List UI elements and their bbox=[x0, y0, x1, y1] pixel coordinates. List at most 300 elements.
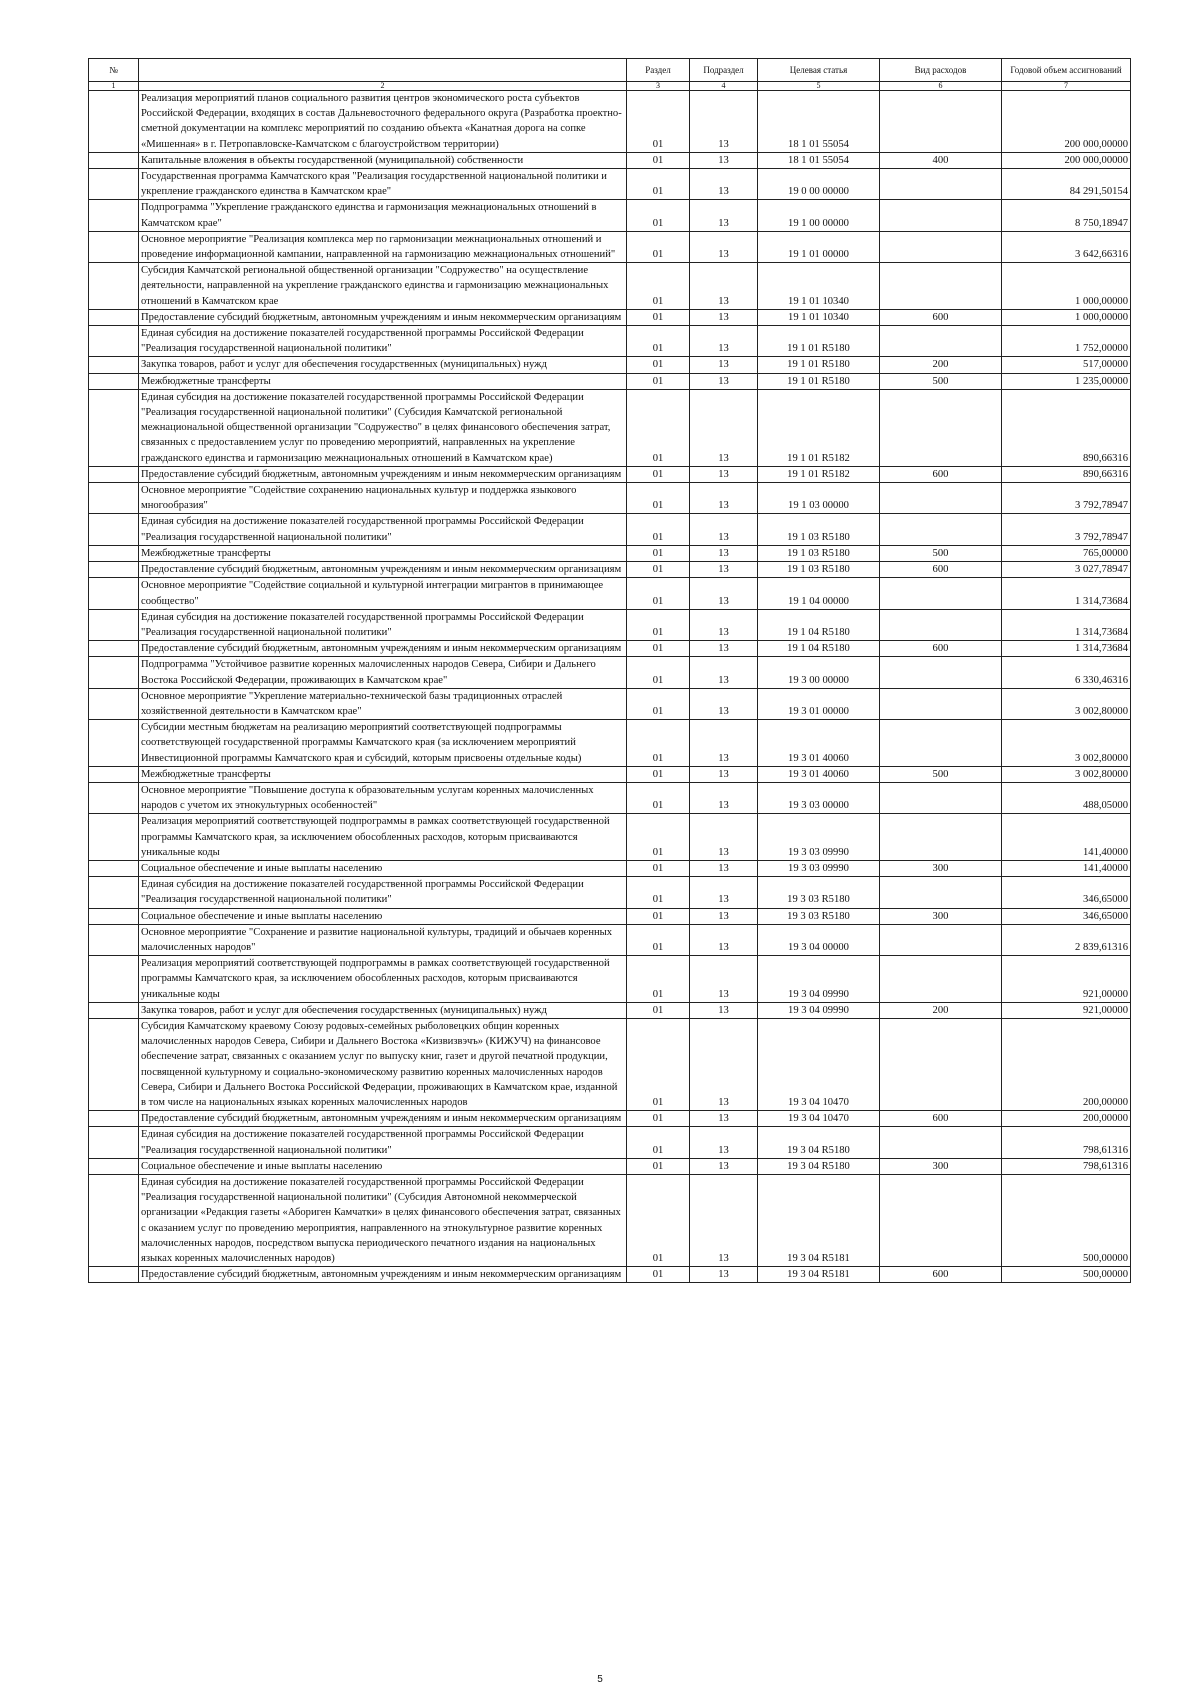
header-name bbox=[139, 59, 627, 82]
row-subsection-cell: 13 bbox=[690, 1111, 758, 1127]
row-subsection-cell: 13 bbox=[690, 609, 758, 640]
row-expense-type-cell: 300 bbox=[880, 860, 1002, 876]
row-target-article-cell: 19 3 04 00000 bbox=[758, 924, 880, 955]
row-target-article-cell: 19 3 04 10470 bbox=[758, 1018, 880, 1110]
row-section-cell: 01 bbox=[627, 1127, 690, 1158]
row-expense-type-cell bbox=[880, 91, 1002, 153]
table-row bbox=[89, 956, 1131, 1003]
row-subsection-cell: 13 bbox=[690, 466, 758, 482]
row-amount-cell: 765,00000 bbox=[1002, 545, 1131, 561]
row-target-article-cell: 19 1 00 00000 bbox=[758, 200, 880, 231]
table-row bbox=[89, 908, 1131, 924]
table-row bbox=[89, 263, 1131, 310]
table-header-row bbox=[89, 59, 1131, 82]
row-expense-type-cell bbox=[880, 389, 1002, 466]
row-name-cell: Социальное обеспечение и иные выплаты населению bbox=[139, 908, 627, 924]
table-row bbox=[89, 860, 1131, 876]
row-target-article-cell: 19 3 03 R5180 bbox=[758, 877, 880, 908]
row-amount-cell: 3 792,78947 bbox=[1002, 483, 1131, 514]
row-target-article-cell: 19 3 01 00000 bbox=[758, 688, 880, 719]
row-name-cell: Социальное обеспечение и иные выплаты населению bbox=[139, 1158, 627, 1174]
row-target-article-cell: 19 3 04 R5181 bbox=[758, 1267, 880, 1283]
row-subsection-cell: 13 bbox=[690, 357, 758, 373]
row-target-article-cell: 19 3 01 40060 bbox=[758, 720, 880, 767]
row-amount-cell: 3 642,66316 bbox=[1002, 231, 1131, 262]
row-expense-type-cell bbox=[880, 326, 1002, 357]
row-name-cell: Основное мероприятие "Содействие сохранению национальных культур и поддержка языкового многообразия" bbox=[139, 483, 627, 514]
row-number-cell bbox=[89, 1127, 139, 1158]
row-number-cell bbox=[89, 373, 139, 389]
row-section-cell: 01 bbox=[627, 877, 690, 908]
row-amount-cell: 500,00000 bbox=[1002, 1267, 1131, 1283]
row-amount-cell: 346,65000 bbox=[1002, 908, 1131, 924]
row-subsection-cell: 13 bbox=[690, 782, 758, 813]
row-name-cell: Единая субсидия на достижение показателей государственной программы Российской Федерации "Реализация государственной национальной политики" (Субсидия Автономной некоммерческой организации «Редакция газеты «Абориген Камчатки» в целях финансового обеспечения затрат, связанных с оказанием услуг по проведению мероприятия, направленного на этнокультурное развитие коренных малочисленных народов, посредством выпуска периодического печатного издания на национальных языках коренных малочисленных народов) bbox=[139, 1175, 627, 1267]
row-expense-type-cell: 600 bbox=[880, 1267, 1002, 1283]
row-name-cell: Единая субсидия на достижение показателей государственной программы Российской Федерации "Реализация государственной национальной политики" bbox=[139, 877, 627, 908]
row-amount-cell: 200 000,00000 bbox=[1002, 152, 1131, 168]
row-number-cell bbox=[89, 609, 139, 640]
row-name-cell: Единая субсидия на достижение показателей государственной программы Российской Федерации "Реализация государственной национальной политики" (Субсидия Камчатской региональной межнациональной общественной организации "Содружество" в целях финансового обеспечения затрат, связанных с предоставлением услуг по проведению мероприятий, направленных на укрепление гражданского единства и гармонизацию межнациональных отношений в Камчатском крае) bbox=[139, 389, 627, 466]
row-name-cell: Реализация мероприятий планов социального развития центров экономического роста субъектов Российской Федерации, входящих в состав Дальневосточного федерального округа (Разработка проектно-сметной документации на комплекс мероприятий по созданию объекта «Канатная дорога на сопке «Мишенная» в г. Петропавловске-Камчатском с благоустройством территории) bbox=[139, 91, 627, 153]
row-number-cell bbox=[89, 688, 139, 719]
row-expense-type-cell: 500 bbox=[880, 766, 1002, 782]
row-target-article-cell: 19 1 01 00000 bbox=[758, 231, 880, 262]
row-amount-cell: 3 002,80000 bbox=[1002, 688, 1131, 719]
row-target-article-cell: 19 1 03 R5180 bbox=[758, 514, 880, 545]
row-number-cell bbox=[89, 91, 139, 153]
row-section-cell: 01 bbox=[627, 514, 690, 545]
row-section-cell: 01 bbox=[627, 200, 690, 231]
row-name-cell: Основное мероприятие "Реализация комплекса мер по гармонизации межнациональных отношений и проведение информационной кампании, направленной на гармонизацию межнациональных отношений" bbox=[139, 231, 627, 262]
row-name-cell: Капитальные вложения в объекты государственной (муниципальной) собственности bbox=[139, 152, 627, 168]
table-row bbox=[89, 357, 1131, 373]
table-row bbox=[89, 877, 1131, 908]
row-target-article-cell: 19 1 03 R5180 bbox=[758, 562, 880, 578]
table-row bbox=[89, 483, 1131, 514]
table-row bbox=[89, 169, 1131, 200]
row-target-article-cell: 19 3 04 R5180 bbox=[758, 1127, 880, 1158]
row-subsection-cell: 13 bbox=[690, 1018, 758, 1110]
row-subsection-cell: 13 bbox=[690, 1158, 758, 1174]
row-number-cell bbox=[89, 766, 139, 782]
row-name-cell: Межбюджетные трансферты bbox=[139, 545, 627, 561]
row-name-cell: Единая субсидия на достижение показателей государственной программы Российской Федерации "Реализация государственной национальной политики" bbox=[139, 514, 627, 545]
row-subsection-cell: 13 bbox=[690, 657, 758, 688]
row-number-cell bbox=[89, 782, 139, 813]
column-number: 5 bbox=[758, 82, 880, 91]
row-section-cell: 01 bbox=[627, 263, 690, 310]
row-subsection-cell: 13 bbox=[690, 373, 758, 389]
column-number: 4 bbox=[690, 82, 758, 91]
row-name-cell: Предоставление субсидий бюджетным, автономным учреждениям и иным некоммерческим организациям bbox=[139, 562, 627, 578]
row-amount-cell: 517,00000 bbox=[1002, 357, 1131, 373]
row-subsection-cell: 13 bbox=[690, 720, 758, 767]
row-subsection-cell: 13 bbox=[690, 1127, 758, 1158]
row-name-cell: Единая субсидия на достижение показателей государственной программы Российской Федерации "Реализация государственной национальной политики" bbox=[139, 1127, 627, 1158]
row-target-article-cell: 19 3 01 40060 bbox=[758, 766, 880, 782]
table-row bbox=[89, 466, 1131, 482]
row-number-cell bbox=[89, 956, 139, 1003]
row-number-cell bbox=[89, 1111, 139, 1127]
row-number-cell bbox=[89, 483, 139, 514]
row-expense-type-cell bbox=[880, 609, 1002, 640]
row-target-article-cell: 19 3 04 R5180 bbox=[758, 1158, 880, 1174]
row-subsection-cell: 13 bbox=[690, 908, 758, 924]
row-amount-cell: 141,40000 bbox=[1002, 860, 1131, 876]
row-number-cell bbox=[89, 169, 139, 200]
row-name-cell: Межбюджетные трансферты bbox=[139, 373, 627, 389]
row-name-cell: Основное мероприятие "Повышение доступа к образовательным услугам коренных малочисленных народов с учетом их этнокультурных особенностей" bbox=[139, 782, 627, 813]
row-number-cell bbox=[89, 641, 139, 657]
row-target-article-cell: 19 1 01 R5180 bbox=[758, 373, 880, 389]
row-number-cell bbox=[89, 578, 139, 609]
row-subsection-cell: 13 bbox=[690, 389, 758, 466]
row-number-cell bbox=[89, 231, 139, 262]
row-target-article-cell: 19 3 04 09990 bbox=[758, 1002, 880, 1018]
row-section-cell: 01 bbox=[627, 956, 690, 1003]
row-section-cell: 01 bbox=[627, 860, 690, 876]
row-name-cell: Предоставление субсидий бюджетным, автономным учреждениям и иным некоммерческим организациям bbox=[139, 641, 627, 657]
table-row bbox=[89, 688, 1131, 719]
table-row bbox=[89, 231, 1131, 262]
row-subsection-cell: 13 bbox=[690, 562, 758, 578]
row-section-cell: 01 bbox=[627, 814, 690, 861]
row-number-cell bbox=[89, 200, 139, 231]
row-name-cell: Государственная программа Камчатского края "Реализация государственной национальной политики и укрепление гражданского единства в Камчатском крае" bbox=[139, 169, 627, 200]
table-row bbox=[89, 545, 1131, 561]
row-section-cell: 01 bbox=[627, 231, 690, 262]
row-target-article-cell: 18 1 01 55054 bbox=[758, 91, 880, 153]
row-subsection-cell: 13 bbox=[690, 545, 758, 561]
row-target-article-cell: 19 3 03 R5180 bbox=[758, 908, 880, 924]
row-amount-cell: 3 002,80000 bbox=[1002, 720, 1131, 767]
row-expense-type-cell bbox=[880, 1127, 1002, 1158]
row-section-cell: 01 bbox=[627, 326, 690, 357]
row-amount-cell: 200 000,00000 bbox=[1002, 91, 1131, 153]
row-section-cell: 01 bbox=[627, 545, 690, 561]
row-section-cell: 01 bbox=[627, 466, 690, 482]
row-number-cell bbox=[89, 562, 139, 578]
row-subsection-cell: 13 bbox=[690, 641, 758, 657]
table-row bbox=[89, 641, 1131, 657]
document-page bbox=[88, 58, 1130, 1283]
row-expense-type-cell: 600 bbox=[880, 641, 1002, 657]
row-target-article-cell: 19 1 01 R5180 bbox=[758, 357, 880, 373]
row-name-cell: Предоставление субсидий бюджетным, автономным учреждениям и иным некоммерческим организациям bbox=[139, 466, 627, 482]
row-section-cell: 01 bbox=[627, 924, 690, 955]
row-expense-type-cell: 400 bbox=[880, 152, 1002, 168]
row-amount-cell: 1 314,73684 bbox=[1002, 609, 1131, 640]
row-expense-type-cell: 200 bbox=[880, 357, 1002, 373]
row-amount-cell: 921,00000 bbox=[1002, 1002, 1131, 1018]
row-section-cell: 01 bbox=[627, 609, 690, 640]
row-amount-cell: 6 330,46316 bbox=[1002, 657, 1131, 688]
row-number-cell bbox=[89, 1175, 139, 1267]
row-amount-cell: 1 314,73684 bbox=[1002, 578, 1131, 609]
row-section-cell: 01 bbox=[627, 1111, 690, 1127]
row-target-article-cell: 19 3 03 00000 bbox=[758, 782, 880, 813]
row-amount-cell: 8 750,18947 bbox=[1002, 200, 1131, 231]
row-target-article-cell: 19 1 01 R5180 bbox=[758, 326, 880, 357]
row-name-cell: Реализация мероприятий соответствующей подпрограммы в рамках соответствующей государственной программы Камчатского края, за исключением обособленных расходов, которым присваиваются уникальные коды bbox=[139, 814, 627, 861]
table-row bbox=[89, 1267, 1131, 1283]
row-expense-type-cell bbox=[880, 877, 1002, 908]
table-row bbox=[89, 1175, 1131, 1267]
row-name-cell: Единая субсидия на достижение показателей государственной программы Российской Федерации "Реализация государственной национальной политики" bbox=[139, 326, 627, 357]
row-amount-cell: 921,00000 bbox=[1002, 956, 1131, 1003]
column-number: 3 bbox=[627, 82, 690, 91]
table-row bbox=[89, 309, 1131, 325]
row-target-article-cell: 19 3 04 09990 bbox=[758, 956, 880, 1003]
table-row bbox=[89, 1002, 1131, 1018]
row-section-cell: 01 bbox=[627, 782, 690, 813]
row-name-cell: Предоставление субсидий бюджетным, автономным учреждениям и иным некоммерческим организациям bbox=[139, 1267, 627, 1283]
row-name-cell: Закупка товаров, работ и услуг для обеспечения государственных (муниципальных) нужд bbox=[139, 357, 627, 373]
column-number-row bbox=[89, 82, 1131, 91]
row-subsection-cell: 13 bbox=[690, 578, 758, 609]
row-subsection-cell: 13 bbox=[690, 91, 758, 153]
row-name-cell: Основное мероприятие "Укрепление материально-технической базы традиционных отраслей хозяйственной деятельности в Камчатском крае" bbox=[139, 688, 627, 719]
column-number: 2 bbox=[139, 82, 627, 91]
row-expense-type-cell bbox=[880, 231, 1002, 262]
row-expense-type-cell: 300 bbox=[880, 1158, 1002, 1174]
page-number: 5 bbox=[597, 1674, 603, 1685]
row-name-cell: Подпрограмма "Укрепление гражданского единства и гармонизация межнациональных отношений в Камчатском крае" bbox=[139, 200, 627, 231]
row-subsection-cell: 13 bbox=[690, 1267, 758, 1283]
row-target-article-cell: 19 3 00 00000 bbox=[758, 657, 880, 688]
row-amount-cell: 3 792,78947 bbox=[1002, 514, 1131, 545]
row-target-article-cell: 19 1 04 00000 bbox=[758, 578, 880, 609]
row-expense-type-cell bbox=[880, 814, 1002, 861]
row-target-article-cell: 19 1 03 R5180 bbox=[758, 545, 880, 561]
row-amount-cell: 3 027,78947 bbox=[1002, 562, 1131, 578]
row-section-cell: 01 bbox=[627, 309, 690, 325]
row-subsection-cell: 13 bbox=[690, 152, 758, 168]
row-expense-type-cell: 600 bbox=[880, 562, 1002, 578]
row-target-article-cell: 19 1 01 R5182 bbox=[758, 389, 880, 466]
row-target-article-cell: 19 3 03 09990 bbox=[758, 860, 880, 876]
table-row bbox=[89, 562, 1131, 578]
row-number-cell bbox=[89, 1002, 139, 1018]
row-subsection-cell: 13 bbox=[690, 231, 758, 262]
row-section-cell: 01 bbox=[627, 562, 690, 578]
table-row bbox=[89, 766, 1131, 782]
row-expense-type-cell: 500 bbox=[880, 373, 1002, 389]
table-row bbox=[89, 326, 1131, 357]
row-section-cell: 01 bbox=[627, 1018, 690, 1110]
row-number-cell bbox=[89, 877, 139, 908]
row-expense-type-cell: 500 bbox=[880, 545, 1002, 561]
row-number-cell bbox=[89, 908, 139, 924]
row-target-article-cell: 19 1 01 10340 bbox=[758, 263, 880, 310]
table-row bbox=[89, 200, 1131, 231]
row-expense-type-cell: 600 bbox=[880, 1111, 1002, 1127]
row-amount-cell: 890,66316 bbox=[1002, 389, 1131, 466]
table-row bbox=[89, 720, 1131, 767]
row-number-cell bbox=[89, 357, 139, 373]
row-amount-cell: 141,40000 bbox=[1002, 814, 1131, 861]
header-annual-amount: Годовой объем ассигнований bbox=[1002, 59, 1131, 82]
row-expense-type-cell: 600 bbox=[880, 309, 1002, 325]
row-subsection-cell: 13 bbox=[690, 924, 758, 955]
table-row bbox=[89, 657, 1131, 688]
table-row bbox=[89, 924, 1131, 955]
row-number-cell bbox=[89, 924, 139, 955]
row-section-cell: 01 bbox=[627, 483, 690, 514]
row-target-article-cell: 19 1 03 00000 bbox=[758, 483, 880, 514]
row-name-cell: Субсидии местным бюджетам на реализацию мероприятий соответствующей подпрограммы соответствующей государственной программы Камчатского края (за исключением мероприятий Инвестиционной программы Камчатского края и субсидий, которым присвоены отдельные коды) bbox=[139, 720, 627, 767]
header-subsection: Подраздел bbox=[690, 59, 758, 82]
row-section-cell: 01 bbox=[627, 766, 690, 782]
row-expense-type-cell bbox=[880, 924, 1002, 955]
row-subsection-cell: 13 bbox=[690, 956, 758, 1003]
row-amount-cell: 1 314,73684 bbox=[1002, 641, 1131, 657]
row-number-cell bbox=[89, 545, 139, 561]
row-section-cell: 01 bbox=[627, 357, 690, 373]
table-row bbox=[89, 514, 1131, 545]
row-amount-cell: 1 000,00000 bbox=[1002, 263, 1131, 310]
row-section-cell: 01 bbox=[627, 91, 690, 153]
row-subsection-cell: 13 bbox=[690, 514, 758, 545]
row-amount-cell: 200,00000 bbox=[1002, 1111, 1131, 1127]
row-expense-type-cell bbox=[880, 1175, 1002, 1267]
row-amount-cell: 1 235,00000 bbox=[1002, 373, 1131, 389]
table-row bbox=[89, 814, 1131, 861]
table-row bbox=[89, 373, 1131, 389]
row-expense-type-cell bbox=[880, 578, 1002, 609]
row-expense-type-cell: 200 bbox=[880, 1002, 1002, 1018]
row-section-cell: 01 bbox=[627, 1267, 690, 1283]
row-amount-cell: 3 002,80000 bbox=[1002, 766, 1131, 782]
row-section-cell: 01 bbox=[627, 657, 690, 688]
row-amount-cell: 84 291,50154 bbox=[1002, 169, 1131, 200]
row-amount-cell: 500,00000 bbox=[1002, 1175, 1131, 1267]
table-row bbox=[89, 1127, 1131, 1158]
row-section-cell: 01 bbox=[627, 720, 690, 767]
row-amount-cell: 890,66316 bbox=[1002, 466, 1131, 482]
row-expense-type-cell bbox=[880, 1018, 1002, 1110]
table-row bbox=[89, 389, 1131, 466]
row-expense-type-cell bbox=[880, 720, 1002, 767]
header-section: Раздел bbox=[627, 59, 690, 82]
row-target-article-cell: 18 1 01 55054 bbox=[758, 152, 880, 168]
row-target-article-cell: 19 0 00 00000 bbox=[758, 169, 880, 200]
table-row bbox=[89, 152, 1131, 168]
table-row bbox=[89, 1158, 1131, 1174]
row-subsection-cell: 13 bbox=[690, 263, 758, 310]
column-number: 7 bbox=[1002, 82, 1131, 91]
row-amount-cell: 1 000,00000 bbox=[1002, 309, 1131, 325]
row-subsection-cell: 13 bbox=[690, 766, 758, 782]
row-subsection-cell: 13 bbox=[690, 309, 758, 325]
table-row bbox=[89, 1018, 1131, 1110]
row-target-article-cell: 19 3 04 R5181 bbox=[758, 1175, 880, 1267]
row-amount-cell: 488,05000 bbox=[1002, 782, 1131, 813]
row-target-article-cell: 19 1 01 R5182 bbox=[758, 466, 880, 482]
row-target-article-cell: 19 1 01 10340 bbox=[758, 309, 880, 325]
row-name-cell: Межбюджетные трансферты bbox=[139, 766, 627, 782]
column-number: 6 bbox=[880, 82, 1002, 91]
row-expense-type-cell: 300 bbox=[880, 908, 1002, 924]
row-number-cell bbox=[89, 326, 139, 357]
row-name-cell: Субсидия Камчатской региональной общественной организации "Содружество" на осуществление деятельности, направленной на укрепление гражданского единства и гармонизацию межнациональных отношений в Камчатском крае bbox=[139, 263, 627, 310]
header-number: № bbox=[89, 59, 139, 82]
table-row bbox=[89, 782, 1131, 813]
row-section-cell: 01 bbox=[627, 1175, 690, 1267]
table-row bbox=[89, 91, 1131, 153]
header-target-article: Целевая статья bbox=[758, 59, 880, 82]
row-number-cell bbox=[89, 152, 139, 168]
row-subsection-cell: 13 bbox=[690, 200, 758, 231]
row-section-cell: 01 bbox=[627, 578, 690, 609]
row-number-cell bbox=[89, 1158, 139, 1174]
table-row bbox=[89, 578, 1131, 609]
row-number-cell bbox=[89, 860, 139, 876]
row-section-cell: 01 bbox=[627, 152, 690, 168]
row-name-cell: Реализация мероприятий соответствующей подпрограммы в рамках соответствующей государственной программы Камчатского края, за исключением обособленных расходов, которым присваиваются уникальные коды bbox=[139, 956, 627, 1003]
row-number-cell bbox=[89, 814, 139, 861]
row-name-cell: Предоставление субсидий бюджетным, автономным учреждениям и иным некоммерческим организациям bbox=[139, 1111, 627, 1127]
row-subsection-cell: 13 bbox=[690, 326, 758, 357]
row-section-cell: 01 bbox=[627, 641, 690, 657]
row-expense-type-cell bbox=[880, 782, 1002, 813]
row-section-cell: 01 bbox=[627, 1158, 690, 1174]
row-section-cell: 01 bbox=[627, 1002, 690, 1018]
row-subsection-cell: 13 bbox=[690, 814, 758, 861]
row-subsection-cell: 13 bbox=[690, 169, 758, 200]
row-amount-cell: 798,61316 bbox=[1002, 1127, 1131, 1158]
row-name-cell: Основное мероприятие "Сохранение и развитие национальной культуры, традиций и обычаев коренных малочисленных народов" bbox=[139, 924, 627, 955]
row-expense-type-cell bbox=[880, 200, 1002, 231]
row-number-cell bbox=[89, 1267, 139, 1283]
row-number-cell bbox=[89, 720, 139, 767]
row-section-cell: 01 bbox=[627, 688, 690, 719]
row-expense-type-cell bbox=[880, 657, 1002, 688]
row-subsection-cell: 13 bbox=[690, 1002, 758, 1018]
row-section-cell: 01 bbox=[627, 389, 690, 466]
row-expense-type-cell bbox=[880, 956, 1002, 1003]
row-subsection-cell: 13 bbox=[690, 1175, 758, 1267]
column-number: 1 bbox=[89, 82, 139, 91]
row-expense-type-cell bbox=[880, 263, 1002, 310]
row-expense-type-cell bbox=[880, 483, 1002, 514]
row-target-article-cell: 19 3 04 10470 bbox=[758, 1111, 880, 1127]
row-name-cell: Основное мероприятие "Содействие социальной и культурной интеграции мигрантов в принимающее сообщество" bbox=[139, 578, 627, 609]
row-section-cell: 01 bbox=[627, 908, 690, 924]
row-subsection-cell: 13 bbox=[690, 860, 758, 876]
row-target-article-cell: 19 1 04 R5180 bbox=[758, 641, 880, 657]
row-number-cell bbox=[89, 389, 139, 466]
row-number-cell bbox=[89, 1018, 139, 1110]
row-name-cell: Подпрограмма "Устойчивое развитие коренных малочисленных народов Севера, Сибири и Дальнего Востока Российской Федерации, проживающих в Камчатском крае" bbox=[139, 657, 627, 688]
row-name-cell: Единая субсидия на достижение показателей государственной программы Российской Федерации "Реализация государственной национальной политики" bbox=[139, 609, 627, 640]
row-name-cell: Социальное обеспечение и иные выплаты населению bbox=[139, 860, 627, 876]
row-target-article-cell: 19 3 03 09990 bbox=[758, 814, 880, 861]
row-name-cell: Предоставление субсидий бюджетным, автономным учреждениям и иным некоммерческим организациям bbox=[139, 309, 627, 325]
budget-table bbox=[88, 58, 1131, 1283]
row-subsection-cell: 13 bbox=[690, 688, 758, 719]
row-expense-type-cell bbox=[880, 688, 1002, 719]
row-amount-cell: 1 752,00000 bbox=[1002, 326, 1131, 357]
row-number-cell bbox=[89, 466, 139, 482]
row-expense-type-cell: 600 bbox=[880, 466, 1002, 482]
row-section-cell: 01 bbox=[627, 373, 690, 389]
row-amount-cell: 798,61316 bbox=[1002, 1158, 1131, 1174]
header-expense-type: Вид расходов bbox=[880, 59, 1002, 82]
row-expense-type-cell bbox=[880, 169, 1002, 200]
row-section-cell: 01 bbox=[627, 169, 690, 200]
